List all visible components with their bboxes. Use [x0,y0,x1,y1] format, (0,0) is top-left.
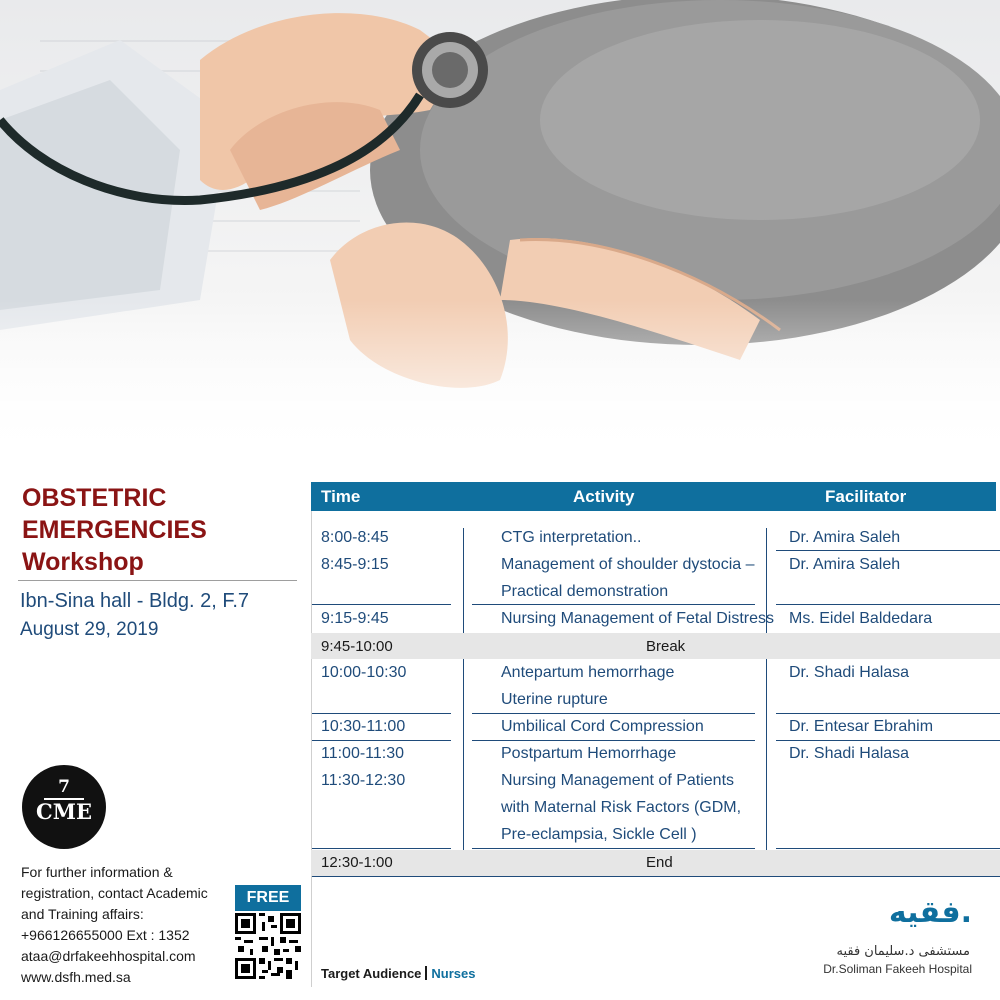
title-divider [18,580,297,581]
break-time: 9:45-10:00 [321,638,393,655]
contact-line: and Training affairs: [21,906,144,922]
row-activity: Nursing Management of Fetal Distress [501,610,774,627]
row-activity: with Maternal Risk Factors (GDM, [501,799,742,816]
hero-photo [0,0,1000,470]
contact-phone: +966126655000 Ext : 1352 [21,927,190,943]
row-divider [776,848,1000,849]
title-line-1: OBSTETRIC [22,484,167,512]
contact-website: www.dsfh.med.sa [21,969,131,985]
schedule-table-header [311,482,997,511]
end-time: 12:30-1:00 [321,854,393,871]
audience-label: Target Audience [321,966,422,981]
row-time: 9:15-9:45 [321,610,389,627]
row-divider [472,604,755,605]
audience-value: Nurses [431,966,476,981]
row-divider [312,876,1000,877]
header-time: Time [321,487,361,506]
row-facilitator: Dr. Amira Saleh [789,556,901,573]
end-label: End [646,854,673,871]
hospital-logo [812,895,982,985]
header-facilitator: Facilitator [825,487,907,506]
row-time: 11:30-12:30 [321,772,406,789]
row-divider [472,740,755,741]
row-activity: Pre-eclampsia, Sickle Cell ) [501,826,697,843]
title-line-2: EMERGENCIES [22,516,207,544]
target-audience [321,966,476,981]
row-divider [312,848,451,849]
row-divider [312,740,451,741]
row-activity: Postpartum Hemorrhage [501,745,677,762]
qr-code[interactable] [235,913,301,984]
contact-email: ataa@drfakeehhospital.com [21,948,196,964]
header-activity: Activity [573,487,635,506]
header-edge [996,482,1000,511]
row-facilitator: Dr. Shadi Halasa [789,745,910,762]
event-venue: Ibn-Sina hall - Bldg. 2, F.7 [20,590,250,612]
free-badge: FREE [235,885,301,911]
qr-code-icon [235,913,301,979]
table-left-border [311,482,312,987]
row-activity: Practical demonstration [501,583,669,600]
title-line-3: Workshop [22,548,144,576]
row-activity: Management of shoulder dystocia – [501,556,755,573]
row-divider [776,740,1000,741]
row-divider [776,604,1000,605]
row-activity: CTG interpretation.. [501,529,642,546]
row-activity: Uterine rupture [501,691,608,708]
contact-line: For further information & [21,864,173,880]
cme-label: CME [36,799,92,824]
row-facilitator: Dr. Entesar Ebrahim [789,718,934,735]
row-divider [776,713,1000,714]
row-facilitator: Dr. Shadi Halasa [789,664,910,681]
column-separator [463,528,464,850]
event-date: August 29, 2019 [20,619,159,640]
break-label: Break [646,638,686,655]
logo-english-name: Dr.Soliman Fakeeh Hospital [823,962,972,976]
row-time: 8:00-8:45 [321,529,389,546]
logo-arabic-mark: فقيه. [888,895,972,930]
contact-line: registration, contact Academic [21,885,208,901]
row-divider [472,848,755,849]
cme-badge [22,765,106,849]
row-divider [776,550,1000,551]
row-facilitator: Dr. Amira Saleh [789,529,901,546]
logo-arabic-name: مستشفى د.سليمان فقيه [836,944,970,959]
cme-number: 7 [58,777,70,797]
row-time: 11:00-11:30 [321,745,405,762]
row-activity: Nursing Management of Patients [501,772,735,789]
audience-separator [425,966,427,980]
row-time: 8:45-9:15 [321,556,389,573]
event-title [22,482,302,578]
row-divider [312,604,451,605]
column-separator [766,528,767,850]
row-activity: Umbilical Cord Compression [501,718,704,735]
row-time: 10:00-10:30 [321,664,407,681]
row-divider [472,713,755,714]
contact-info [21,862,231,988]
row-divider [312,713,451,714]
row-time: 10:30-11:00 [321,718,406,735]
row-activity: Antepartum hemorrhage [501,664,675,681]
row-facilitator: Ms. Eidel Baldedara [789,610,933,627]
hero-fade [0,300,1000,470]
